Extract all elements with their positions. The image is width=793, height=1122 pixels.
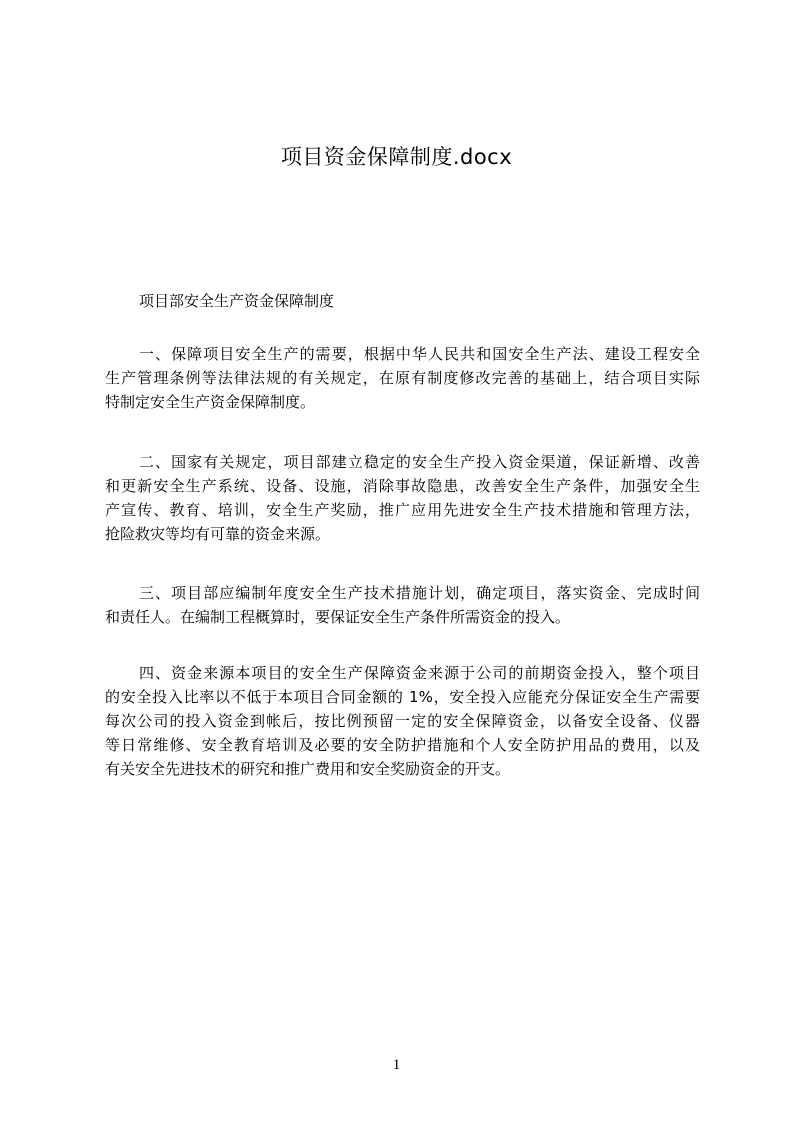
paragraph-line: 和责任人。在编制工程概算时，要保证安全生产条件所需资金的投入。: [105, 608, 571, 626]
paragraph-line: 四、资金来源本项目的安全生产保障资金来源于公司的前期资金投入，整个项目: [139, 664, 700, 682]
paragraph-2: [105, 450, 700, 546]
section-heading: 项目部安全生产资金保障制度: [139, 292, 335, 310]
paragraph-line: 产宣传、教育、培训，安全生产奖励，推广应用先进安全生产技术措施和管理方法，: [105, 501, 700, 519]
paragraph-line: 生产管理条例等法律法规的有关规定，在原有制度修改完善的基础上，结合项目实际: [105, 369, 700, 387]
paragraph-line: 三、项目部应编制年度安全生产技术措施计划，确定项目，落实资金、完成时间: [139, 584, 700, 602]
paragraph-3: [105, 581, 700, 629]
paragraph-line: 二、国家有关规定，项目部建立稳定的安全生产投入资金渠道，保证新增、改善: [139, 453, 700, 471]
document-title: 项目资金保障制度.docx: [280, 145, 513, 169]
paragraph-line: 抢险救灾等均有可靠的资金来源。: [105, 525, 331, 543]
paragraph-line: 的安全投入比率以不低于本项目合同金额的 1%，安全投入应能充分保证安全生产需要: [105, 688, 700, 706]
paragraph-1: [105, 342, 700, 414]
paragraph-line: 和更新安全生产系统、设备、设施，消除事故隐患，改善安全生产条件，加强安全生: [105, 477, 700, 495]
paragraph-line: 特制定安全生产资金保障制度。: [105, 393, 316, 411]
paragraph-line: 等日常维修、安全教育培训及必要的安全防护措施和个人安全防护用品的费用，以及: [105, 736, 700, 754]
page-number: 1: [392, 1057, 401, 1073]
paragraph-line: 每次公司的投入资金到帐后，按比例预留一定的安全保障资金，以备安全设备、仪器: [105, 712, 700, 730]
paragraph-line: 一、保障项目安全生产的需要，根据中华人民共和国安全生产法、建设工程安全: [139, 345, 700, 363]
paragraph-4: [105, 661, 700, 781]
paragraph-line: 有关安全先进技术的研究和推广费用和安全奖励资金的开支。: [105, 760, 511, 778]
